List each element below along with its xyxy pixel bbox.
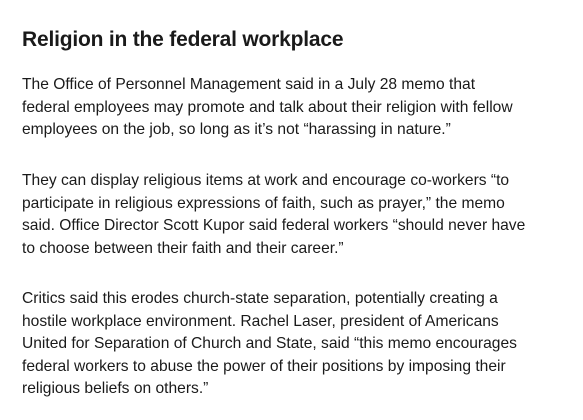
paragraph-line: to choose between their faith and their career.” <box>22 239 344 257</box>
paragraph-line: federal employees may promote and talk about their religion with fellow <box>22 98 513 116</box>
paragraph-line: hostile workplace environment. Rachel Laser, president of Americans <box>22 312 499 330</box>
paragraph-line: religious beliefs on others.” <box>22 380 209 397</box>
article <box>22 27 567 397</box>
paragraph-line: The Office of Personnel Management said in a July 28 memo that <box>22 76 476 93</box>
paragraph-line: employees on the job, so long as it’s not “harassing in nature.” <box>22 121 451 138</box>
article-paragraph <box>22 288 517 401</box>
article-paragraph <box>22 74 513 142</box>
paragraph-line: said. Office Director Scott Kupor said federal workers “should never have <box>22 217 526 234</box>
paragraph-line: United for Separation of Church and State, said “this memo encourages <box>22 335 517 352</box>
paragraph-line: They can display religious items at work and encourage co-workers “to <box>22 172 510 189</box>
article-headline: Religion in the federal workplace <box>22 28 344 51</box>
paragraph-line: Critics said this erodes church-state separation, potentially creating a <box>22 290 498 307</box>
paragraph-line: participate in religious expressions of faith, such as prayer,” the memo <box>22 194 505 212</box>
paragraph-line: federal workers to abuse the power of their positions by imposing their <box>22 357 506 375</box>
article-paragraph <box>22 170 525 260</box>
